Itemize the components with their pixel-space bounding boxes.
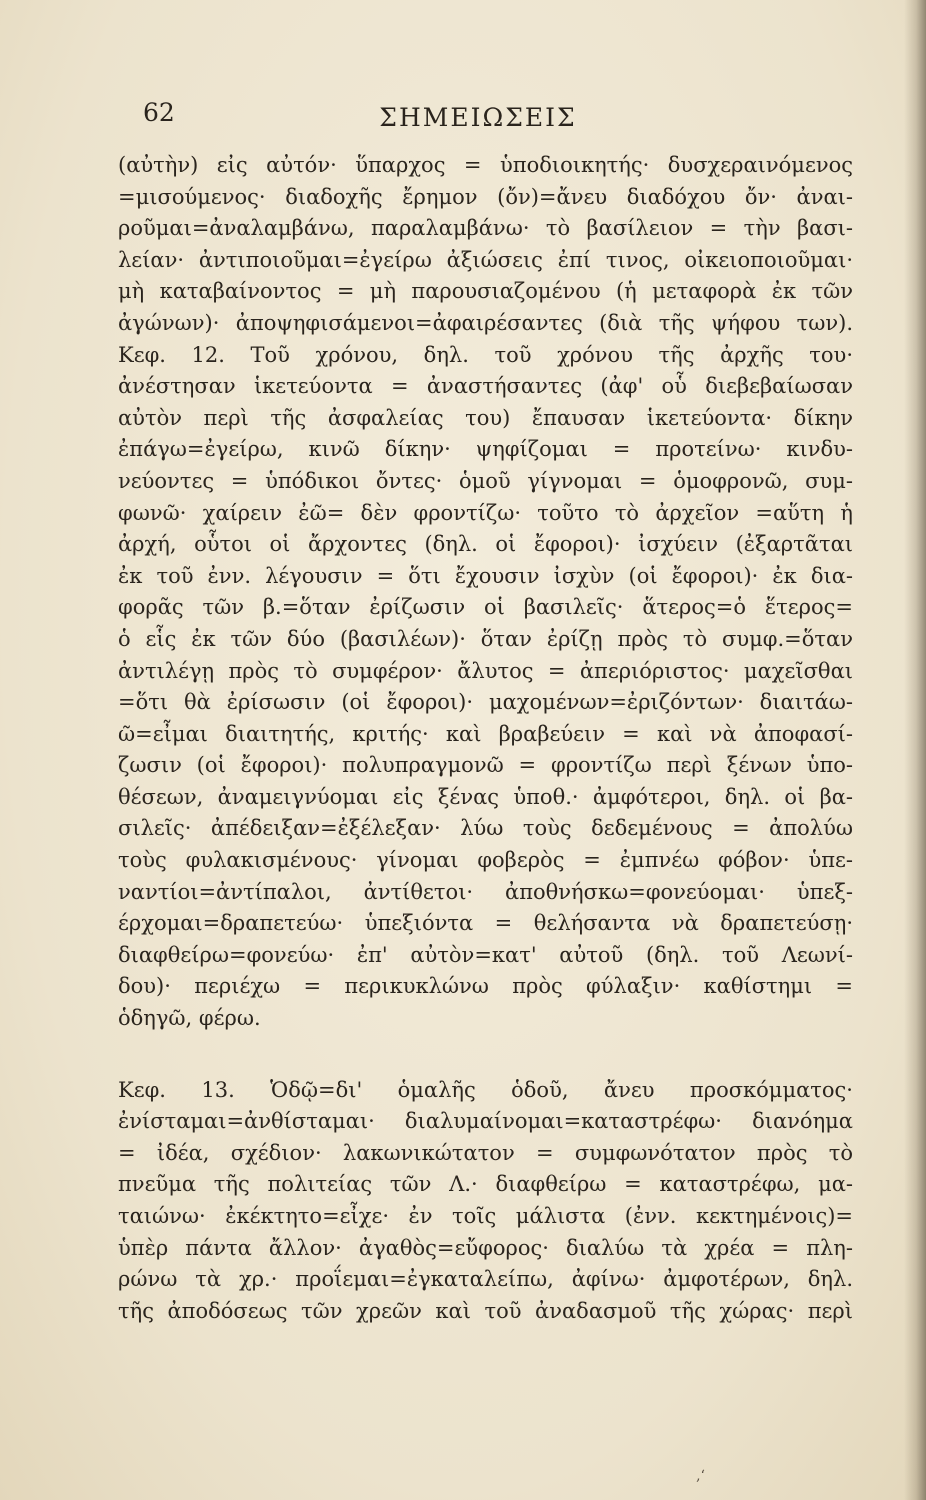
text-line: ὑπὲρ πάντα ἄλλον· ἀγαθὸς=εὔφορος· διαλύω τὰ χρέα = πλη-: [118, 1235, 853, 1260]
page-edge-shadow: [904, 0, 926, 1500]
text-line: ἀνέστησαν ἱκετεύοντα = ἀναστήσαντες (ἀφ' οὗ διεβεβαίωσαν: [118, 374, 853, 399]
text-line: ῶ=εἶμαι διαιτητής, κριτής· καὶ βραβεύειν = καὶ νὰ ἀποφασί-: [118, 721, 853, 746]
text-line: λείαν· ἀντιποιοῦμαι=ἐγείρω ἀξιώσεις ἐπί τινος, οἰκειοποιοῦμαι·: [118, 247, 853, 272]
text-line: ἐνίσταμαι=ἀνθίσταμαι· διαλυμαίνομαι=καταστρέφω· διανόημα: [118, 1109, 853, 1134]
paragraph-chapter-12: [118, 340, 853, 1035]
text-line: σιλεῖς· ἀπέδειξαν=ἐξέλεξαν· λύω τοὺς δεδεμένους = ἀπολύω: [118, 816, 853, 841]
text-line: διαφθείρω=φονεύω· ἐπ' αὐτὸν=κατ' αὐτοῦ (δηλ. τοῦ Λεωνί-: [118, 942, 853, 967]
text-line: ἐκ τοῦ ἐνν. λέγουσιν = ὅτι ἔχουσιν ἰσχὺν (οἱ ἔφοροι)· ἐκ δια-: [118, 563, 853, 588]
text-line: φορᾶς τῶν β.=ὅταν ἐρίζωσιν οἱ βασιλεῖς· ἅτερος=ὁ ἕτερος=: [118, 595, 853, 620]
text-line: =μισούμενος· διαδοχῆς ἔρημον (ὄν)=ἄνευ διαδόχου ὄν· ἀναι-: [118, 184, 853, 209]
text-line: αὐτὸν περὶ τῆς ἀσφαλείας του) ἔπαυσαν ἱκετεύοντα· δίκην: [118, 405, 853, 430]
text-line: πνεῦμα τῆς πολιτείας τῶν Λ.· διαφθείρω = καταστρέφω, μα-: [118, 1172, 853, 1197]
commentary-text: [118, 150, 853, 1327]
text-line: μὴ καταβαίνοντος = μὴ παρουσιαζομένου (ἡ μεταφορὰ ἐκ τῶν: [118, 279, 853, 304]
text-line: νεύοντες = ὑπόδικοι ὄντες· ὁμοῦ γίγνομαι = ὁμοφρονῶ, συμ-: [118, 468, 853, 493]
paragraph-spacer: [118, 1035, 853, 1075]
footer-mark: ‚‘: [696, 1468, 705, 1484]
text-line: = ἰδέα, σχέδιον· λακωνικώτατον = συμφωνότατον πρὸς τὸ: [118, 1140, 853, 1165]
chapter-13-heading-line: Κεφ. 13. Ὁδῷ=δι' ὁμαλῆς ὁδοῦ, ἄνευ προσκόμματος·: [118, 1077, 853, 1102]
text-line: ἀγώνων)· ἀποψηφισάμενοι=ἀφαιρέσαντες (διὰ τῆς ψήφου των).: [118, 310, 853, 335]
text-line: ροῦμαι=ἀναλαμβάνω, παραλαμβάνω· τὸ βασίλειον = τὴν βασι-: [118, 216, 853, 241]
paragraph-chapter-13: [118, 1075, 853, 1328]
text-line: ὁδηγῶ, φέρω.: [118, 1006, 261, 1031]
text-line: φωνῶ· χαίρειν ἐῶ= δὲν φροντίζω· τοῦτο τὸ ἀρχεῖον =αὕτη ἡ: [118, 500, 853, 525]
paragraph-notes-intro: [118, 150, 853, 340]
text-line: ταιώνω· ἐκέκτητο=εἶχε· ἐν τοῖς μάλιστα (ἐνν. κεκτημένοις)=: [118, 1204, 853, 1228]
text-line: ὁ εἷς ἐκ τῶν δύο (βασιλέων)· ὅταν ἐρίζῃ πρὸς τὸ συμφ.=ὅταν: [118, 626, 853, 651]
text-line: τοὺς φυλακισμένους· γίνομαι φοβερὸς = ἐμπνέω φόβον· ὑπε-: [118, 848, 853, 873]
text-line: ζωσιν (οἱ ἔφοροι)· πολυπραγμονῶ = φροντίζω περὶ ξένων ὑπο-: [118, 753, 853, 778]
text-line: ρώνω τὰ χρ.· προΐεμαι=ἐγκαταλείπω, ἀφίνω· ἀμφοτέρων, δηλ.: [118, 1267, 853, 1292]
text-line: =ὅτι θὰ ἐρίσωσιν (οἱ ἔφοροι)· μαχομένων=ἐριζόντων· διαιτάω-: [118, 690, 853, 715]
text-line: ἐπάγω=ἐγείρω, κινῶ δίκην· ψηφίζομαι = προτείνω· κινδυ-: [118, 437, 853, 462]
text-line: θέσεων, ἀναμειγνύομαι εἰς ξένας ὑποθ.· ἀμφότεροι, δηλ. οἱ βα-: [118, 784, 853, 809]
text-line: έρχομαι=δραπετεύω· ὑπεξιόντα = θελήσαντα νὰ δραπετεύσῃ·: [118, 911, 853, 936]
text-line: (αὐτὴν) εἰς αὐτόν· ὕπαρχος = ὑποδιοικητής· δυσχεραινόμενος: [118, 153, 853, 177]
page-number: 62: [143, 98, 175, 127]
chapter-12-heading-line: Κεφ. 12. Τοῦ χρόνου, δηλ. τοῦ χρόνου τῆς ἀρχῆς του·: [118, 342, 853, 367]
text-line: τῆς ἀποδόσεως τῶν χρεῶν καὶ τοῦ ἀναδασμοῦ τῆς χώρας· περὶ: [118, 1298, 853, 1323]
text-line: ναντίοι=ἀντίπαλοι, ἀντίθετοι· ἀποθνήσκω=φονεύομαι· ὑπεξ-: [118, 879, 853, 904]
running-title: ΣΗΜΕΙΩΣΕΙΣ: [379, 103, 577, 132]
text-line: ἀντιλέγῃ πρὸς τὸ συμφέρον· ἄλυτος = ἀπεριόριστος· μαχεῖσθαι: [118, 658, 853, 683]
text-line: δου)· περιέχω = περικυκλώνω πρὸς φύλαξιν· καθίστημι =: [118, 974, 853, 999]
text-line: ἀρχή, οὗτοι οἱ ἄρχοντες (δηλ. οἱ ἔφοροι)· ἰσχύειν (ἐξαρτᾶται: [118, 532, 853, 557]
